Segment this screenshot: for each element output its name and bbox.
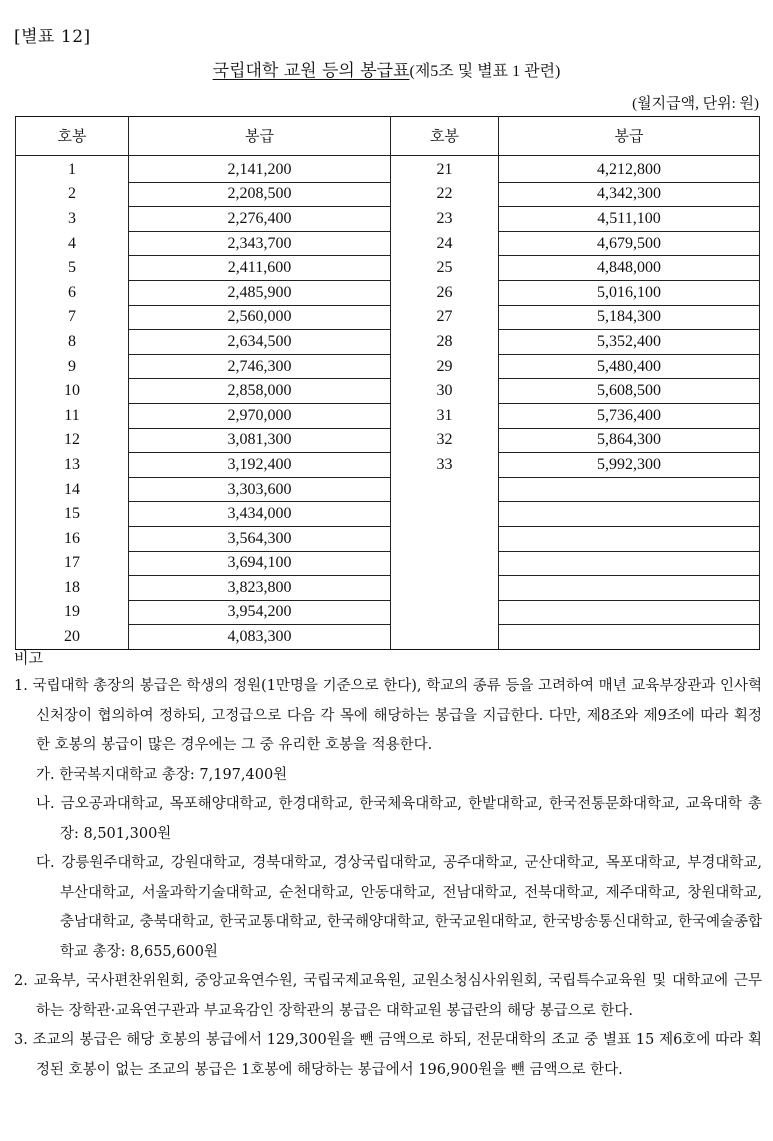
step-cell: 22 (391, 182, 499, 207)
step-cell: 1 (16, 156, 129, 183)
salary-cell: 2,746,300 (129, 354, 391, 379)
salary-cell: 5,608,500 (499, 379, 760, 404)
step-cell: 19 (16, 600, 129, 625)
step-cell: 25 (391, 256, 499, 281)
table-row (16, 576, 760, 601)
salary-cell: 3,303,600 (129, 477, 391, 502)
table-row (16, 477, 760, 502)
step-cell: 10 (16, 379, 129, 404)
table-row (16, 330, 760, 355)
salary-cell: 5,992,300 (499, 453, 760, 478)
salary-cell: 3,694,100 (129, 551, 391, 576)
salary-cell (499, 502, 760, 527)
salary-cell: 3,192,400 (129, 453, 391, 478)
step-cell: 8 (16, 330, 129, 355)
header-salary-left: 봉급 (129, 117, 391, 156)
table-row (16, 379, 760, 404)
table-row (16, 280, 760, 305)
header-step-right: 호봉 (391, 117, 499, 156)
table-row (16, 453, 760, 478)
step-cell: 32 (391, 428, 499, 453)
step-cell: 26 (391, 280, 499, 305)
step-cell: 30 (391, 379, 499, 404)
step-cell: 27 (391, 305, 499, 330)
step-cell: 14 (16, 477, 129, 502)
salary-cell: 3,081,300 (129, 428, 391, 453)
salary-cell (499, 526, 760, 551)
salary-cell: 2,560,000 (129, 305, 391, 330)
table-header-row (16, 117, 760, 156)
step-cell: 33 (391, 453, 499, 478)
salary-cell: 2,634,500 (129, 330, 391, 355)
salary-cell: 4,679,500 (499, 231, 760, 256)
step-cell: 3 (16, 207, 129, 232)
table-row (16, 526, 760, 551)
header-step-left: 호봉 (16, 117, 129, 156)
salary-cell: 2,485,900 (129, 280, 391, 305)
table-row (16, 428, 760, 453)
document-title (0, 56, 773, 81)
step-cell: 5 (16, 256, 129, 281)
salary-cell: 5,352,400 (499, 330, 760, 355)
table-row (16, 305, 760, 330)
table-row (16, 403, 760, 428)
note-3: 3. 조교의 봉급은 해당 호봉의 봉급에서 129,300원을 뺀 금액으로 하되, 전문대학의 조교 중 별표 15 제6호에 따라 획정된 호봉이 없는 조교의 봉급은 1호봉에 해당하는 봉급에서 196,900원을 뺀 금액으로 한다. (14, 1032, 762, 1078)
step-cell: 20 (16, 625, 129, 650)
salary-cell: 2,411,600 (129, 256, 391, 281)
step-cell: 6 (16, 280, 129, 305)
salary-cell: 5,016,100 (499, 280, 760, 305)
table-row (16, 231, 760, 256)
table-row (16, 156, 760, 183)
step-cell: 24 (391, 231, 499, 256)
salary-cell: 5,736,400 (499, 403, 760, 428)
salary-cell: 2,208,500 (129, 182, 391, 207)
step-cell (391, 502, 499, 527)
header-salary-right: 봉급 (499, 117, 760, 156)
note-1-b: 나. 금오공과대학교, 목포해양대학교, 한경대학교, 한국체육대학교, 한밭대학교, 한국전통문화대학교, 교육대학 총장: 8,501,300원 (36, 796, 762, 842)
table-row (16, 600, 760, 625)
salary-cell: 3,954,200 (129, 600, 391, 625)
notes-section (14, 646, 762, 1085)
salary-cell: 5,864,300 (499, 428, 760, 453)
salary-cell (499, 477, 760, 502)
title-suffix: (제5조 및 별표 1 관련) (409, 63, 561, 80)
step-cell: 7 (16, 305, 129, 330)
step-cell (391, 600, 499, 625)
step-cell: 23 (391, 207, 499, 232)
step-cell: 18 (16, 576, 129, 601)
salary-cell: 4,212,800 (499, 156, 760, 183)
step-cell: 29 (391, 354, 499, 379)
salary-table-body (16, 156, 760, 650)
note-1-a: 가. 한국복지대학교 총장: 7,197,400원 (36, 766, 288, 783)
step-cell: 21 (391, 156, 499, 183)
step-cell: 31 (391, 403, 499, 428)
salary-cell: 2,343,700 (129, 231, 391, 256)
step-cell: 12 (16, 428, 129, 453)
table-row (16, 256, 760, 281)
salary-cell: 4,848,000 (499, 256, 760, 281)
table-row (16, 207, 760, 232)
step-cell: 4 (16, 231, 129, 256)
step-cell: 13 (16, 453, 129, 478)
salary-cell: 2,276,400 (129, 207, 391, 232)
salary-cell: 2,970,000 (129, 403, 391, 428)
step-cell: 9 (16, 354, 129, 379)
note-2: 2. 교육부, 국사편찬위원회, 중앙교육연수원, 국립국제교육원, 교원소청심사위원회, 국립특수교육원 및 대학교에 근무하는 장학관·교육연구관과 부교육감인 장학관의 봉급은 대학교원 봉급란의 해당 봉급으로 한다. (14, 973, 762, 1019)
table-row (16, 354, 760, 379)
salary-cell: 5,184,300 (499, 305, 760, 330)
table-row (16, 551, 760, 576)
salary-cell: 4,511,100 (499, 207, 760, 232)
step-cell (391, 477, 499, 502)
salary-cell: 3,823,800 (129, 576, 391, 601)
step-cell (391, 526, 499, 551)
salary-cell (499, 600, 760, 625)
step-cell: 2 (16, 182, 129, 207)
step-cell: 11 (16, 403, 129, 428)
salary-cell: 5,480,400 (499, 354, 760, 379)
table-row (16, 182, 760, 207)
salary-cell: 3,434,000 (129, 502, 391, 527)
salary-cell (499, 576, 760, 601)
table-row (16, 502, 760, 527)
salary-cell: 3,564,300 (129, 526, 391, 551)
title-main: 국립대학 교원 등의 봉급표 (212, 61, 410, 81)
salary-cell: 4,342,300 (499, 182, 760, 207)
step-cell: 17 (16, 551, 129, 576)
note-1-c: 다. 강릉원주대학교, 강원대학교, 경북대학교, 경상국립대학교, 공주대학교, 군산대학교, 목포대학교, 부경대학교, 부산대학교, 서울과학기술대학교, 순천대학교, 안동대학교, 전남대학교, 전북대학교, 제주대학교, 창원대학교, 충남대학교, 충북대학교, 한국교통대학교, 한국해양대학교, 한국교원대학교, 한국방송통신대학교, 한국예술종합학교 총장: 8,655,600원 (36, 855, 762, 960)
step-cell (391, 576, 499, 601)
salary-table (15, 116, 760, 650)
unit-label: (월지급액, 단위: 원) (632, 96, 759, 112)
salary-cell: 2,858,000 (129, 379, 391, 404)
step-cell: 15 (16, 502, 129, 527)
annex-tag: [별표 12] (14, 27, 91, 47)
salary-cell: 4,083,300 (129, 625, 391, 650)
notes-heading: 비고 (14, 649, 43, 667)
step-cell: 28 (391, 330, 499, 355)
note-1: 1. 국립대학 총장의 봉급은 학생의 정원(1만명을 기준으로 한다), 학교의 종류 등을 고려하여 매년 교육부장관과 인사혁신처장이 협의하여 정하되, 고정급으로 다음 각 목에 해당하는 봉급을 지급한다. 다만, 제8조와 제9조에 따라 획정한 호봉의 봉급이 많은 경우에는 그 중 유리한 호봉을 적용한다. (14, 678, 762, 753)
step-cell (391, 551, 499, 576)
salary-cell (499, 551, 760, 576)
salary-cell: 2,141,200 (129, 156, 391, 183)
step-cell: 16 (16, 526, 129, 551)
